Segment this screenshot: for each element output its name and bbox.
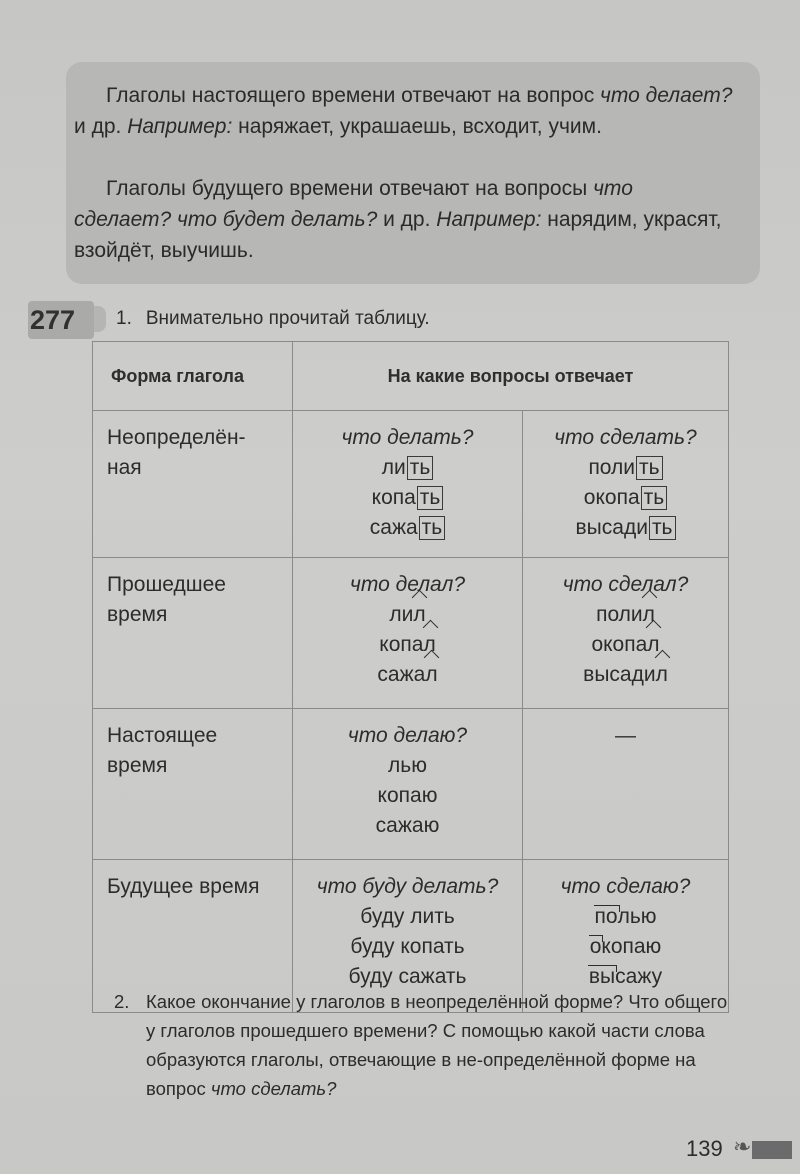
table-row-present: [93, 709, 729, 860]
word: окопал: [523, 630, 728, 660]
question-cell: что сделал? полил окопал высадил: [523, 558, 729, 709]
prefix-mark: по: [595, 902, 618, 932]
header-form: Форма глагола: [93, 342, 293, 411]
word: лил: [293, 600, 522, 630]
word: сажа ть: [293, 513, 522, 543]
word: копал: [293, 630, 522, 660]
question-cell: что сделаю? полью окопаю высажу: [523, 860, 729, 1013]
word: окопа ть: [523, 483, 728, 513]
word: буду копать: [350, 935, 465, 958]
prefix-mark: вы: [589, 962, 615, 992]
suffix-mark: л: [643, 600, 655, 630]
word: лью: [388, 754, 427, 777]
word: высажу: [523, 962, 728, 992]
suffix-mark: л: [413, 600, 425, 630]
suffix-mark: л: [425, 660, 437, 690]
word: полил: [523, 600, 728, 630]
verb-forms-table: [92, 341, 729, 1013]
exercise-number-tab: [94, 306, 106, 332]
ending-box: ть: [417, 486, 444, 510]
exercise-number: 277: [28, 301, 94, 339]
word: поли ть: [523, 453, 728, 483]
header-questions: На какие вопросы отвечает: [293, 342, 729, 411]
question-cell: что делать? ли ть копа ть сажа ть: [293, 411, 523, 558]
word: копаю: [377, 784, 438, 807]
task-2: 2. Какое окончание у глаголов в неопределённой форме? Что общего у глаголов прошедшего времени? С помощью какой части слова образуются глаголы, отвечающие в не-определённой форме на вопрос что сделать?: [114, 991, 728, 1099]
word: буду сажать: [348, 965, 467, 988]
form-cell: Будущее время: [93, 860, 293, 1013]
suffix-mark: л: [647, 630, 659, 660]
empty-dash: —: [615, 724, 636, 747]
word: буду лить: [360, 905, 455, 928]
ending-box: ть: [419, 516, 446, 540]
question-cell: что делал? лил копал сажал: [293, 558, 523, 709]
word: сажал: [293, 660, 522, 690]
table-header-row: [93, 342, 729, 411]
suffix-mark: л: [423, 630, 435, 660]
page-number: 139: [686, 1136, 723, 1161]
form-name: Неопределён- ная: [107, 426, 246, 479]
rule-paragraph-present: Глаголы настоящего времени отвечают на вопрос что делает? и др. Например: наряжает, украшаешь, всходит, учим.: [74, 84, 733, 138]
ending-box: ть: [641, 486, 668, 510]
word: копа ть: [293, 483, 522, 513]
prefix-mark: о: [590, 932, 602, 962]
ending-box: ть: [636, 456, 663, 480]
ending-box: ть: [407, 456, 434, 480]
word: высади ть: [523, 513, 728, 543]
word: полью: [523, 902, 728, 932]
form-cell: Настоящее время: [93, 709, 293, 860]
word: сажаю: [375, 814, 440, 837]
page-bar: [752, 1141, 792, 1159]
ending-box: ть: [649, 516, 676, 540]
word: ли ть: [293, 453, 522, 483]
table-row-past: [93, 558, 729, 709]
question-cell: что делаю? лью копаю сажаю: [293, 709, 523, 860]
suffix-mark: л: [656, 660, 668, 690]
word: высадил: [523, 660, 728, 690]
form-cell: [93, 411, 293, 558]
ornament-icon: ❧: [733, 1134, 752, 1159]
question-cell: [523, 709, 729, 860]
table-row-infinitive: [93, 411, 729, 558]
form-cell: Прошедшее время: [93, 558, 293, 709]
word: окопаю: [523, 932, 728, 962]
rule-box: [66, 62, 760, 284]
task-1: 1. Внимательно прочитай таблицу.: [116, 308, 430, 329]
question-cell: что сделать? поли ть окопа ть высади ть: [523, 411, 729, 558]
rule-paragraph-future: Глаголы будущего времени отвечают на вопросы что сделает? что будет делать? и др. Например: нарядим, украсят, взойдёт, выучишь.: [74, 177, 722, 262]
question-cell: что буду делать? буду лить буду копать буду сажать: [293, 860, 523, 1013]
